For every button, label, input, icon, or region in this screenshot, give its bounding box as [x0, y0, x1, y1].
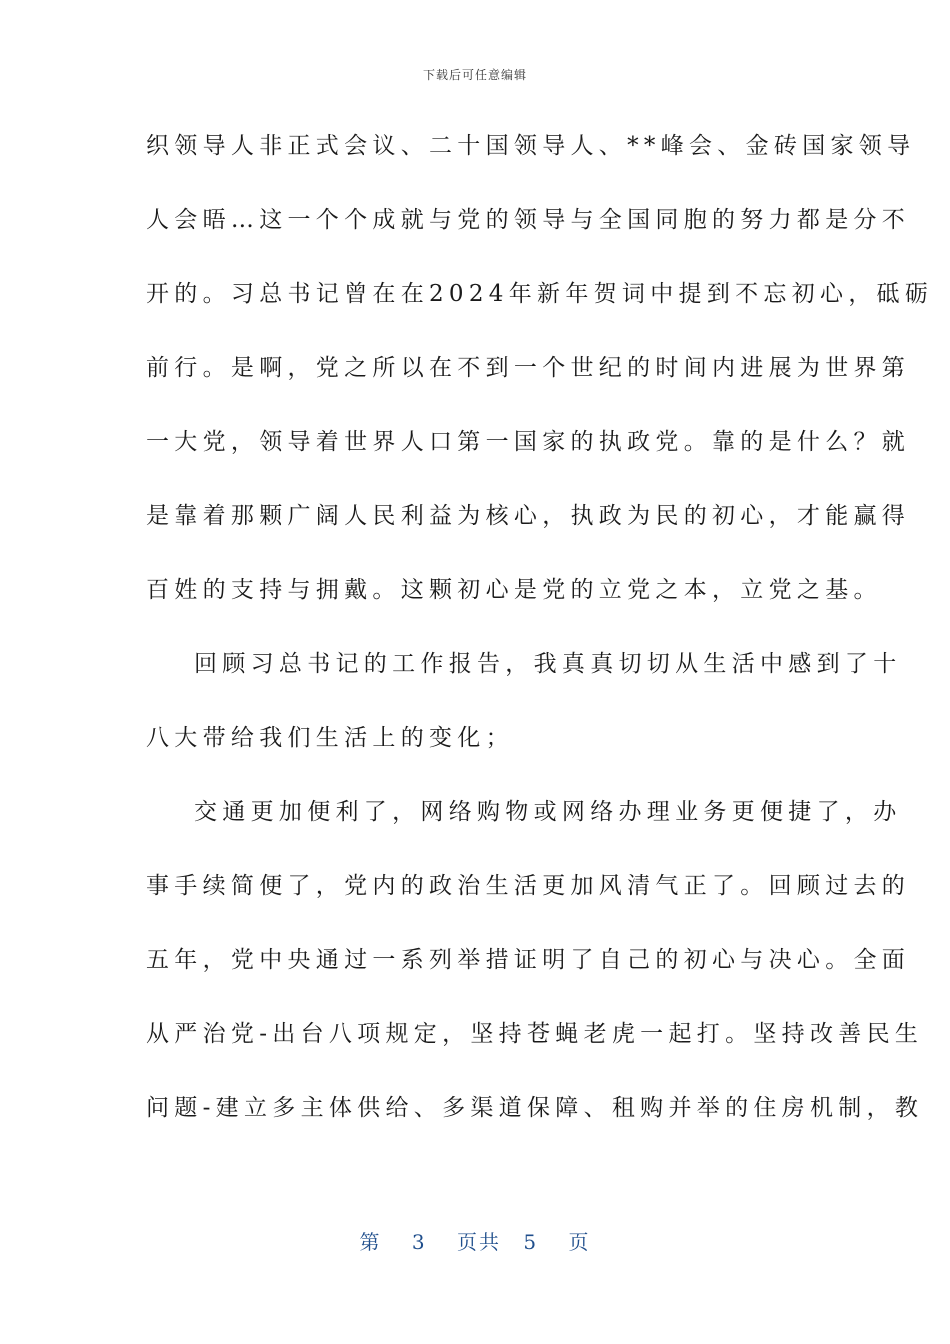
header-note: 下载后可任意编辑 — [422, 68, 527, 82]
current-page-number: 3 — [411, 1230, 427, 1254]
text-line: 前行。是啊，党之所以在不到一个世纪的时间内进展为世界第 — [146, 355, 911, 381]
paragraph-start-line: 回顾习总书记的工作报告，我真真切切从生活中感到了十 — [194, 651, 902, 677]
text-line: 开的。习总书记曾在在2024年新年贺词中提到不忘初心，砥砺 — [146, 281, 934, 307]
text-line: 一大党，领导着世界人口第一国家的执政党。靠的是什么？就 — [146, 429, 911, 455]
text-line: 是靠着那颗广阔人民利益为核心，执政为民的初心，才能赢得 — [146, 503, 911, 529]
text-line: 问题-建立多主体供给、多渠道保障、租购并举的住房机制，教 — [146, 1095, 924, 1121]
text-line: 织领导人非正式会议、二十国领导人、**峰会、金砖国家领导 — [146, 133, 916, 159]
page-footer — [0, 1226, 950, 1255]
text-line: 人会晤…这一个个成就与党的领导与全国同胞的努力都是分不 — [146, 207, 911, 233]
footer-prefix: 第 — [359, 1230, 382, 1254]
text-line: 百姓的支持与拥戴。这颗初心是党的立党之本，立党之基。 — [146, 577, 882, 603]
footer-suffix: 页 — [568, 1230, 591, 1254]
paragraph-start-line: 交通更加便利了，网络购物或网络办理业务更便捷了，办 — [194, 799, 902, 825]
total-pages-number: 5 — [523, 1230, 539, 1254]
text-line: 五年，党中央通过一系列举措证明了自己的初心与决心。全面 — [146, 947, 911, 973]
text-line: 八大带给我们生活上的变化； — [146, 725, 514, 751]
footer-middle: 页共 — [457, 1230, 501, 1254]
text-line: 事手续简便了，党内的政治生活更加风清气正了。回顾过去的 — [146, 873, 911, 899]
text-line: 从严治党-出台八项规定，坚持苍蝇老虎一起打。坚持改善民生 — [146, 1021, 924, 1047]
document-body — [146, 118, 934, 1154]
